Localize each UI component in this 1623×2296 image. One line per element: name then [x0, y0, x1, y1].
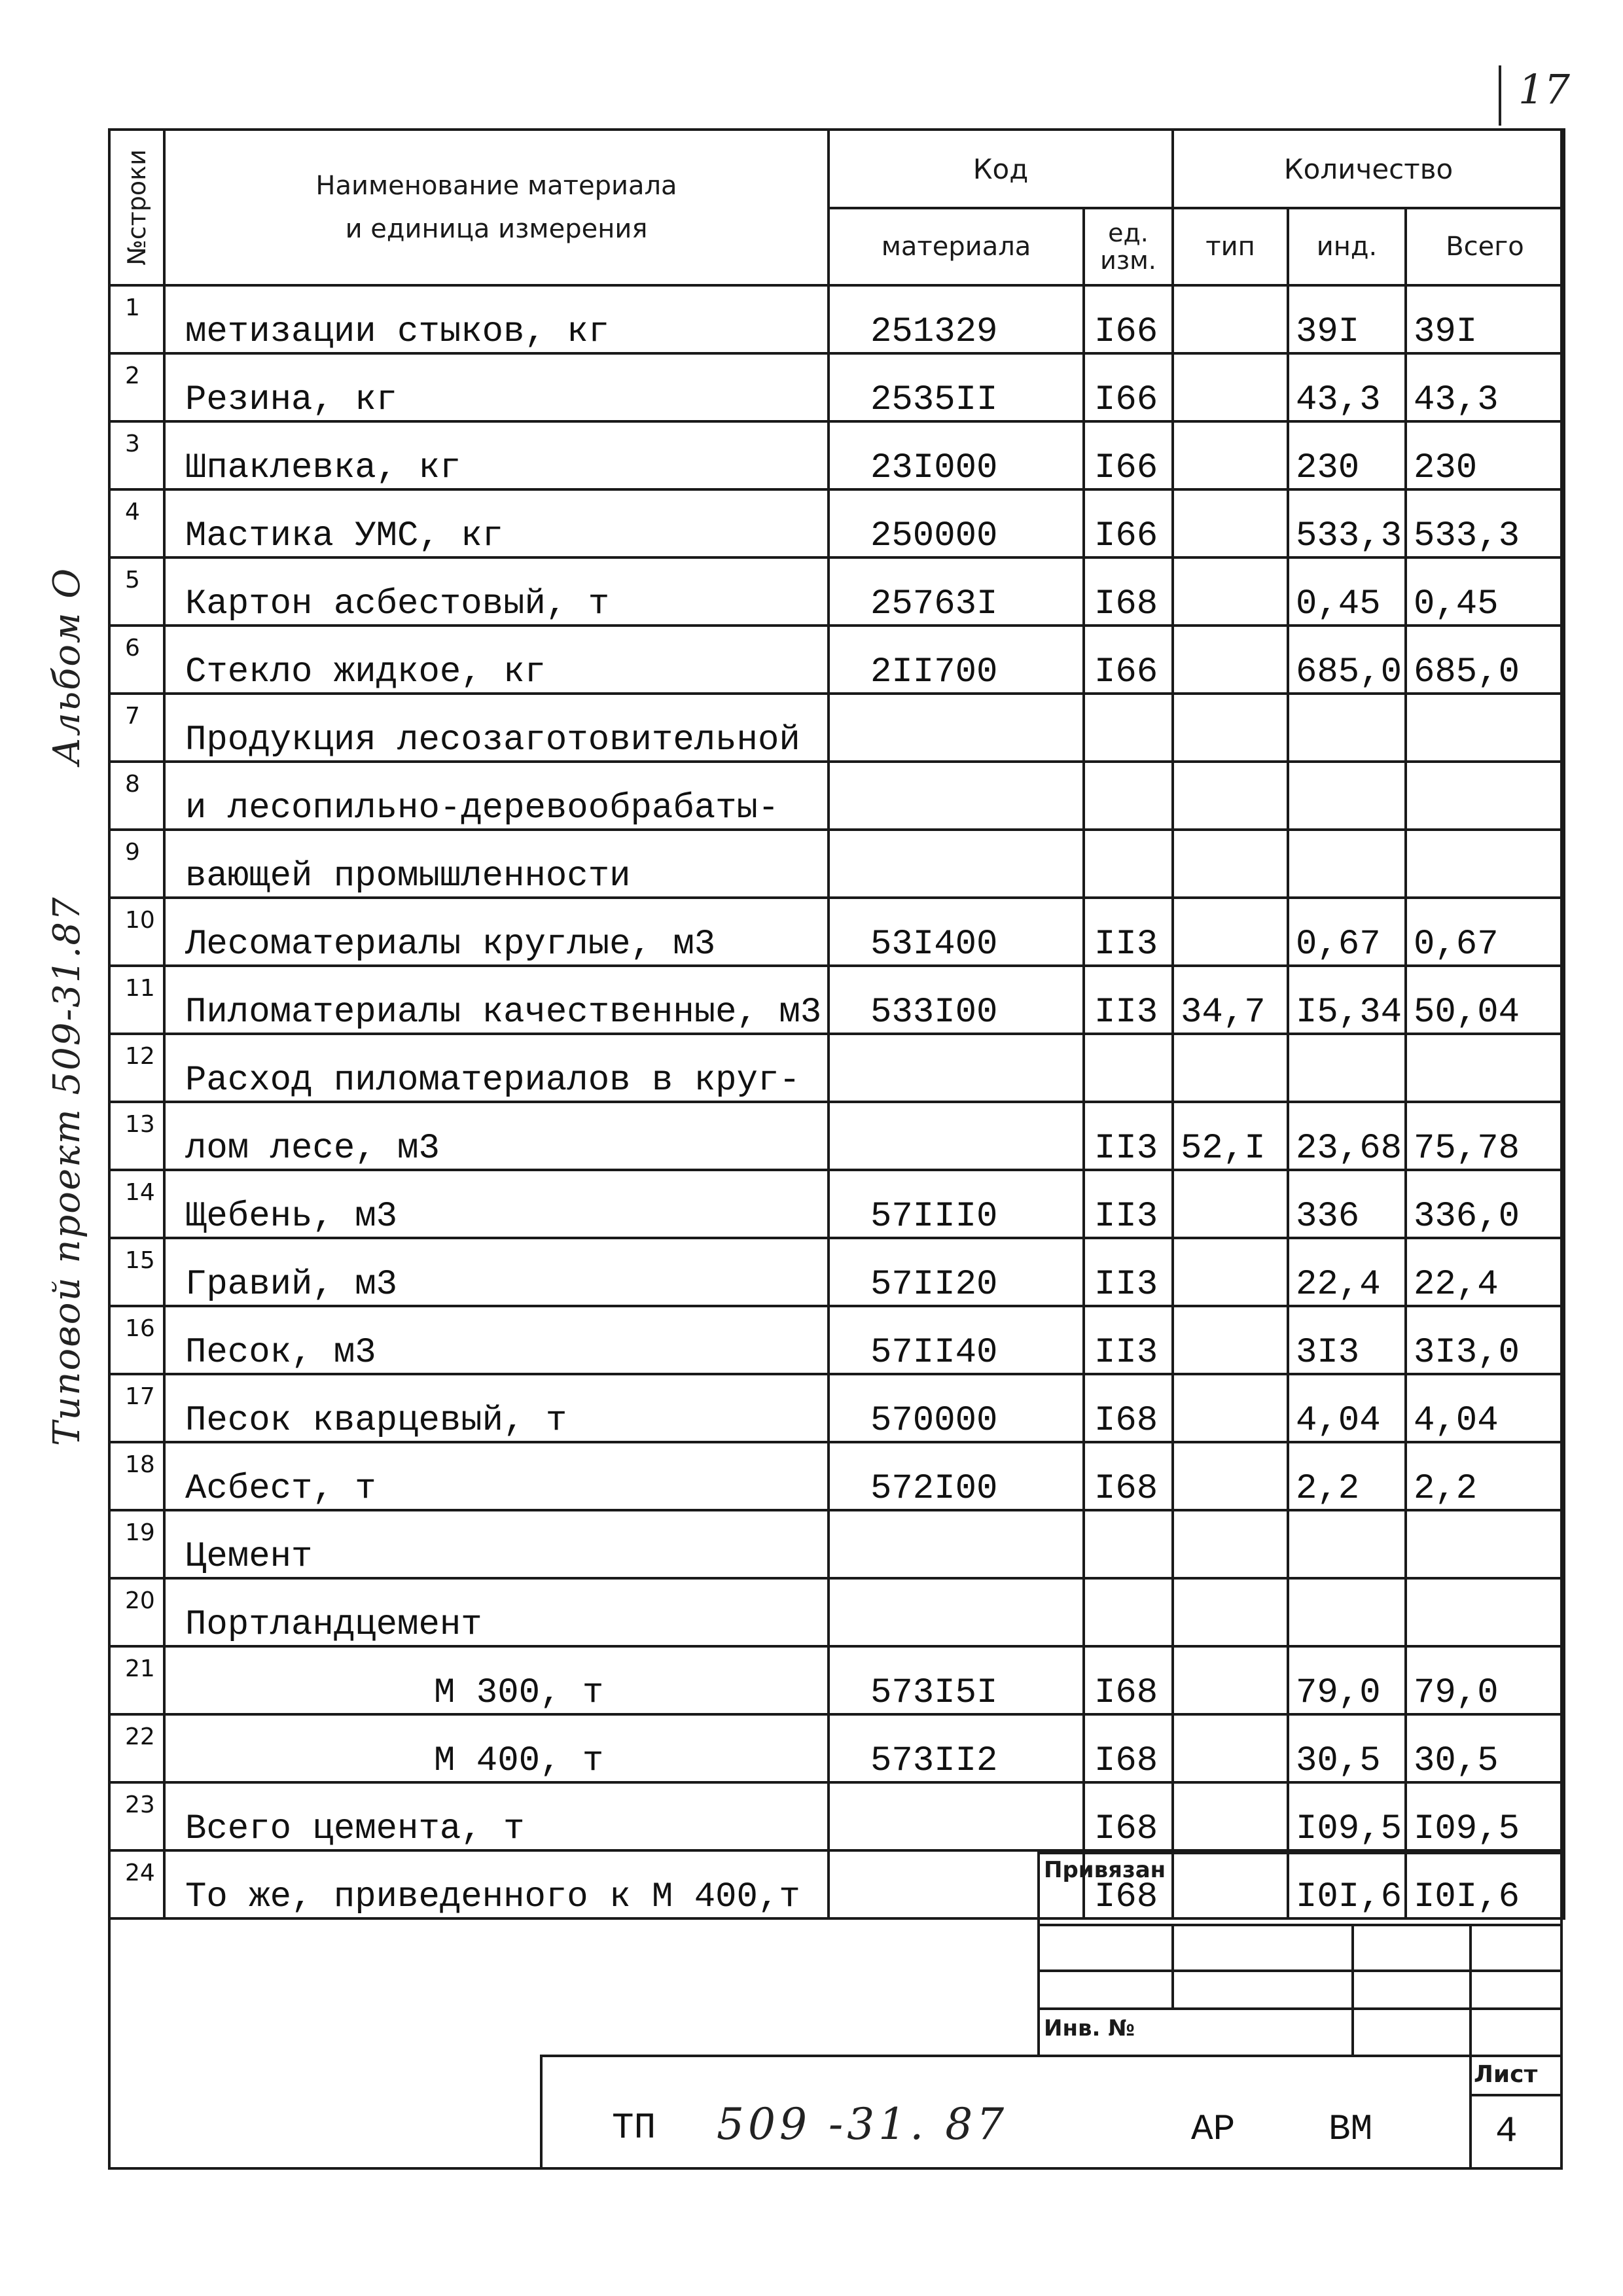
stamp-line-2: [1037, 1969, 1563, 1972]
qty-total: I0I,6: [1406, 1850, 1564, 1918]
qty-type: [1173, 1714, 1288, 1782]
material-name: Резина, кг: [164, 353, 829, 421]
table-row: [109, 1578, 1564, 1646]
row-number: 10: [109, 898, 164, 966]
unit-code: I68: [1084, 1646, 1173, 1714]
material-code: 573I5I: [829, 1646, 1084, 1714]
material-code: 2II700: [829, 626, 1084, 694]
table-row: [109, 1102, 1564, 1170]
qty-total: 4,04: [1406, 1374, 1564, 1442]
material-name: вающей промышленности: [164, 830, 829, 898]
table-row: [109, 1034, 1564, 1102]
material-code: 53I400: [829, 898, 1084, 966]
table-row: [109, 1442, 1564, 1510]
qty-type: [1173, 1374, 1288, 1442]
table-row: [109, 1374, 1564, 1442]
row-number: 5: [109, 557, 164, 626]
qty-type: [1173, 1306, 1288, 1374]
qty-ind: I09,5: [1288, 1782, 1406, 1850]
qty-total: 50,04: [1406, 966, 1564, 1034]
qty-ind: 685,0: [1288, 626, 1406, 694]
row-number: 21: [109, 1646, 164, 1714]
row-number: 4: [109, 489, 164, 557]
qty-type: [1173, 898, 1288, 966]
qty-type: [1173, 489, 1288, 557]
qty-total: 39I: [1406, 285, 1564, 353]
table-row: [109, 1510, 1564, 1578]
unit-code: [1084, 1578, 1173, 1646]
qty-type: [1173, 1782, 1288, 1850]
qty-total: 43,3: [1406, 353, 1564, 421]
table-row: [109, 694, 1564, 762]
title-block-top: [540, 2055, 1563, 2057]
material-name: Шпаклевка, кг: [164, 421, 829, 489]
table-row: [109, 489, 1564, 557]
title-doc: ВМ: [1329, 2108, 1373, 2150]
qty-ind: 336: [1288, 1170, 1406, 1238]
qty-type: [1173, 1646, 1288, 1714]
row-number: 12: [109, 1034, 164, 1102]
table-row: [109, 1170, 1564, 1238]
sheet-box-line: [1469, 2094, 1563, 2096]
row-number: 8: [109, 762, 164, 830]
material-name: Песок кварцевый, т: [164, 1374, 829, 1442]
materials-table: [108, 128, 1565, 1920]
unit-code: I68: [1084, 1714, 1173, 1782]
qty-type: [1173, 1850, 1288, 1918]
qty-type: [1173, 1578, 1288, 1646]
qty-type: [1173, 762, 1288, 830]
qty-ind: [1288, 694, 1406, 762]
material-name: М 300, т: [164, 1646, 829, 1714]
row-number: 13: [109, 1102, 164, 1170]
table-row: [109, 898, 1564, 966]
qty-ind: 533,3: [1288, 489, 1406, 557]
qty-ind: [1288, 1578, 1406, 1646]
row-number: 11: [109, 966, 164, 1034]
material-code: 573II2: [829, 1714, 1084, 1782]
material-code: [829, 762, 1084, 830]
qty-type: [1173, 353, 1288, 421]
unit-code: I68: [1084, 1442, 1173, 1510]
unit-code: I66: [1084, 421, 1173, 489]
header-code-group: Код: [829, 130, 1173, 208]
qty-total: 22,4: [1406, 1238, 1564, 1306]
material-code: 57III0: [829, 1170, 1084, 1238]
qty-total: [1406, 830, 1564, 898]
material-name: Щебень, м3: [164, 1170, 829, 1238]
qty-type: [1173, 1170, 1288, 1238]
stamp-divider-b: [1351, 1924, 1354, 2055]
row-number: 24: [109, 1850, 164, 1918]
qty-total: 533,3: [1406, 489, 1564, 557]
material-name: Пиломатериалы качественные, м3: [164, 966, 829, 1034]
sheet-box-divider: [1469, 2055, 1472, 2170]
qty-type: [1173, 1238, 1288, 1306]
stamp-line-1: [1037, 1924, 1563, 1926]
stamp-line-3: [1037, 2007, 1563, 2010]
material-code: 570000: [829, 1374, 1084, 1442]
sheet-label: Лист: [1474, 2061, 1538, 2088]
qty-ind: 0,45: [1288, 557, 1406, 626]
row-number: 22: [109, 1714, 164, 1782]
header-quantity-group: Количество: [1173, 130, 1564, 208]
qty-total: I09,5: [1406, 1782, 1564, 1850]
qty-ind: [1288, 1034, 1406, 1102]
row-number: 9: [109, 830, 164, 898]
unit-code: I66: [1084, 626, 1173, 694]
header-material-name: Наименование материала и единица измерения: [164, 130, 829, 285]
stamp-top-border: [1037, 1852, 1563, 1854]
material-name: Расход пиломатериалов в круг-: [164, 1034, 829, 1102]
material-name: Песок, м3: [164, 1306, 829, 1374]
material-name: Стекло жидкое, кг: [164, 626, 829, 694]
material-code: [829, 1034, 1084, 1102]
stamp-bound-label: Привязан: [1044, 1857, 1166, 1883]
row-number: 2: [109, 353, 164, 421]
qty-type: [1173, 694, 1288, 762]
table-row: [109, 762, 1564, 830]
material-code: [829, 1782, 1084, 1850]
table-row: [109, 1238, 1564, 1306]
material-code: 533I00: [829, 966, 1084, 1034]
qty-ind: 0,67: [1288, 898, 1406, 966]
material-code: 250000: [829, 489, 1084, 557]
qty-type: [1173, 626, 1288, 694]
qty-total: [1406, 1578, 1564, 1646]
qty-ind: 30,5: [1288, 1714, 1406, 1782]
qty-type: [1173, 830, 1288, 898]
header-row-number: №строки: [109, 130, 164, 285]
unit-code: [1084, 762, 1173, 830]
material-name: Портландцемент: [164, 1578, 829, 1646]
row-number: 18: [109, 1442, 164, 1510]
row-number: 20: [109, 1578, 164, 1646]
qty-total: [1406, 694, 1564, 762]
qty-ind: 2,2: [1288, 1442, 1406, 1510]
unit-code: II3: [1084, 1170, 1173, 1238]
unit-code: [1084, 1510, 1173, 1578]
title-tp: ТП: [612, 2107, 656, 2149]
qty-ind: 3I3: [1288, 1306, 1406, 1374]
table-row: [109, 1646, 1564, 1714]
material-code: [829, 694, 1084, 762]
qty-ind: 4,04: [1288, 1374, 1406, 1442]
table-row: [109, 285, 1564, 353]
table-row: [109, 557, 1564, 626]
unit-code: I68: [1084, 1374, 1173, 1442]
qty-total: [1406, 762, 1564, 830]
qty-type: [1173, 1442, 1288, 1510]
stamp-divider-a: [1171, 1924, 1174, 2009]
row-number: 7: [109, 694, 164, 762]
row-number: 6: [109, 626, 164, 694]
qty-type: [1173, 1510, 1288, 1578]
material-name: М 400, т: [164, 1714, 829, 1782]
qty-ind: 39I: [1288, 285, 1406, 353]
material-name: Лесоматериалы круглые, м3: [164, 898, 829, 966]
qty-total: 30,5: [1406, 1714, 1564, 1782]
qty-total: 75,78: [1406, 1102, 1564, 1170]
unit-code: II3: [1084, 966, 1173, 1034]
material-name: Всего цемента, т: [164, 1782, 829, 1850]
material-code: 572I00: [829, 1442, 1084, 1510]
qty-ind: I5,34: [1288, 966, 1406, 1034]
material-code: 2535II: [829, 353, 1084, 421]
unit-code: I66: [1084, 489, 1173, 557]
qty-total: [1406, 1034, 1564, 1102]
material-name: То же, приведенного к М 400,т: [164, 1850, 829, 1918]
unit-code: [1084, 1034, 1173, 1102]
title-section: АР: [1191, 2108, 1236, 2150]
unit-code: I68: [1084, 1782, 1173, 1850]
row-number: 1: [109, 285, 164, 353]
qty-total: 79,0: [1406, 1646, 1564, 1714]
title-project-number: 509 -31. 87: [717, 2099, 1008, 2149]
header-qty-type: тип: [1173, 208, 1288, 285]
qty-type: [1173, 1034, 1288, 1102]
material-name: Продукция лесозаготовительной: [164, 694, 829, 762]
side-note: [46, 567, 88, 1446]
qty-ind: 79,0: [1288, 1646, 1406, 1714]
qty-total: 230: [1406, 421, 1564, 489]
material-name: Мастика УМС, кг: [164, 489, 829, 557]
material-name: Цемент: [164, 1510, 829, 1578]
table-row: [109, 421, 1564, 489]
stamp-inv-label: Инв. №: [1044, 2015, 1135, 2041]
qty-total: 685,0: [1406, 626, 1564, 694]
qty-total: [1406, 1510, 1564, 1578]
qty-ind: 230: [1288, 421, 1406, 489]
stamp-left-border: [1037, 1852, 1040, 2055]
unit-code: II3: [1084, 1306, 1173, 1374]
header-code-material: материала: [829, 208, 1084, 285]
table-row: [109, 1714, 1564, 1782]
material-code: 23I000: [829, 421, 1084, 489]
row-number: 16: [109, 1306, 164, 1374]
row-number: 3: [109, 421, 164, 489]
material-code: [829, 1510, 1084, 1578]
unit-code: [1084, 694, 1173, 762]
qty-total: 336,0: [1406, 1170, 1564, 1238]
material-name: Гравий, м3: [164, 1238, 829, 1306]
unit-code: II3: [1084, 1102, 1173, 1170]
unit-code: I66: [1084, 353, 1173, 421]
header-code-unit: ед. изм.: [1084, 208, 1173, 285]
material-code: 57II20: [829, 1238, 1084, 1306]
qty-total: 0,67: [1406, 898, 1564, 966]
row-number: 23: [109, 1782, 164, 1850]
stamp-divider-c: [1469, 1924, 1472, 2055]
page-number-rule: [1499, 65, 1501, 126]
unit-code: I66: [1084, 285, 1173, 353]
sheet-number: 4: [1495, 2110, 1518, 2152]
material-code: 57II40: [829, 1306, 1084, 1374]
material-name: Картон асбестовый, т: [164, 557, 829, 626]
row-number: 14: [109, 1170, 164, 1238]
table-row: [109, 830, 1564, 898]
material-code: [829, 1578, 1084, 1646]
table-row: [109, 966, 1564, 1034]
unit-code: I68: [1084, 1850, 1173, 1918]
qty-ind: 22,4: [1288, 1238, 1406, 1306]
page-number: 17: [1518, 65, 1570, 113]
qty-ind: 43,3: [1288, 353, 1406, 421]
qty-ind: [1288, 762, 1406, 830]
qty-type: [1173, 285, 1288, 353]
table-row: [109, 353, 1564, 421]
table-row: [109, 1782, 1564, 1850]
header-qty-total: Всего: [1406, 208, 1564, 285]
unit-code: [1084, 830, 1173, 898]
table-row: [109, 1850, 1564, 1918]
qty-ind: [1288, 830, 1406, 898]
table-body: [109, 285, 1564, 1918]
qty-ind: [1288, 1510, 1406, 1578]
material-code: 25763I: [829, 557, 1084, 626]
material-name: и лесопильно-деревообрабаты-: [164, 762, 829, 830]
material-code: 251329: [829, 285, 1084, 353]
side-note-album: Альбом О: [46, 567, 88, 766]
table-row: [109, 626, 1564, 694]
qty-type: 34,7: [1173, 966, 1288, 1034]
material-name: Асбест, т: [164, 1442, 829, 1510]
title-block-left: [540, 2055, 543, 2170]
unit-code: II3: [1084, 898, 1173, 966]
table-row: [109, 1306, 1564, 1374]
row-number: 17: [109, 1374, 164, 1442]
row-number: 19: [109, 1510, 164, 1578]
material-name: метизации стыков, кг: [164, 285, 829, 353]
qty-type: 52,I: [1173, 1102, 1288, 1170]
header-qty-ind: инд.: [1288, 208, 1406, 285]
qty-total: 2,2: [1406, 1442, 1564, 1510]
unit-code: I68: [1084, 557, 1173, 626]
row-number: 15: [109, 1238, 164, 1306]
qty-ind: I0I,6: [1288, 1850, 1406, 1918]
material-code: [829, 1102, 1084, 1170]
side-note-project: Типовой проект 509-31.87: [46, 896, 88, 1446]
material-code: [829, 830, 1084, 898]
qty-ind: 23,68: [1288, 1102, 1406, 1170]
qty-total: 0,45: [1406, 557, 1564, 626]
unit-code: II3: [1084, 1238, 1173, 1306]
qty-type: [1173, 557, 1288, 626]
qty-total: 3I3,0: [1406, 1306, 1564, 1374]
qty-type: [1173, 421, 1288, 489]
material-name: лом лесе, м3: [164, 1102, 829, 1170]
